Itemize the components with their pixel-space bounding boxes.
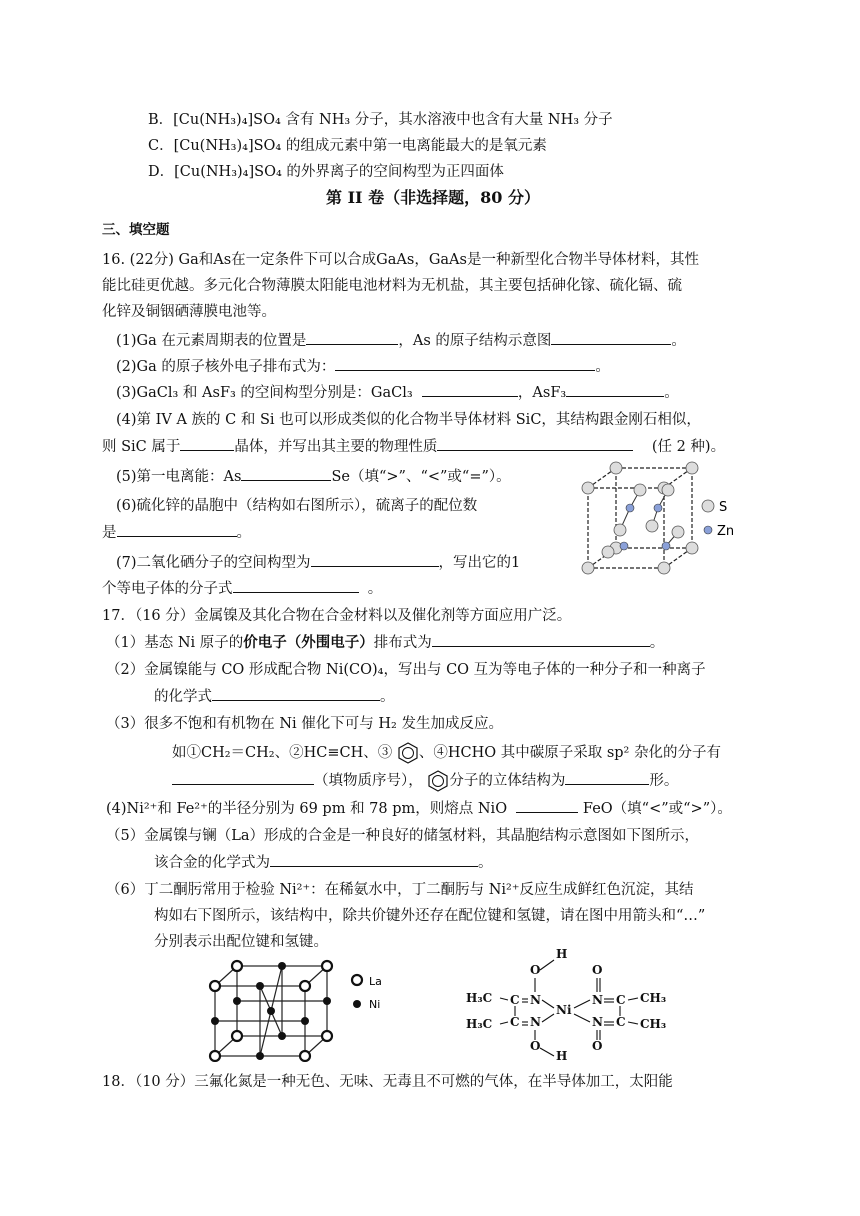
- q16-part6b: [102, 522, 251, 543]
- benzene-icon: [397, 742, 419, 764]
- atom-n: N: [530, 993, 541, 1007]
- q17-p4-blank[interactable]: [516, 798, 578, 813]
- atom-n: N: [530, 1015, 541, 1029]
- q17-p4-text: (4)Ni²⁺和 Fe²⁺的半径分别为 69 pm 和 78 pm，则熔点 NiO: [106, 801, 508, 817]
- q17-p5-text: 该合金的化学式为: [154, 855, 270, 871]
- q16-p1-end: 。: [671, 333, 686, 349]
- methyl-group: H₃C: [466, 1017, 493, 1031]
- q16-p5-text: (5)第一电离能：As: [116, 469, 242, 485]
- q17-part3b: [172, 742, 721, 764]
- q16-part6a: (6)硫化锌的晶胞中（结构如右图所示），硫离子的配位数: [116, 498, 478, 514]
- q16-p4-text: 则 SiC 属于: [102, 439, 181, 455]
- q16-p3-text: (3)GaCl₃ 和 AsF₃ 的空间构型分别是：GaCl₃: [116, 385, 413, 401]
- q17-p2-blank[interactable]: [212, 686, 380, 701]
- q17-p3-text4: 分子的立体结构为: [449, 773, 566, 789]
- q16-part5: [116, 466, 511, 487]
- option-b: B．[Cu(NH₃)₄]SO₄ 含有 NH₃ 分子，其水溶液中也含有大量 NH₃ 分子: [148, 112, 613, 128]
- q17-p5-end: 。: [478, 855, 493, 871]
- q17-p1-text: （1）基态 Ni 原子的: [106, 635, 244, 651]
- q17-p5-blank[interactable]: [270, 852, 478, 867]
- q16-intro-3: 化锌及铜铟硒薄膜电池等。: [102, 304, 276, 320]
- q16-p3-blank2[interactable]: [566, 382, 664, 397]
- q16-p7-text: (7)二氧化硒分子的空间构型为: [116, 555, 311, 571]
- q16-part1: [116, 330, 686, 351]
- q16-p1-text: (1)Ga 在元素周期表的位置是: [116, 333, 307, 349]
- option-d: D．[Cu(NH₃)₄]SO₄ 的外界离子的空间构型为正四面体: [148, 164, 504, 180]
- q17-p2-text: 的化学式: [154, 689, 212, 705]
- q17-part2b: [154, 686, 395, 707]
- q16-part7a: [116, 552, 520, 573]
- q17-p1-blank[interactable]: [432, 632, 650, 647]
- q16-p7-end: 。: [367, 581, 383, 597]
- q16-p6-text: 是: [102, 525, 117, 541]
- q16-p4-blank1[interactable]: [180, 436, 234, 451]
- q17-part2a: （2）金属镍能与 CO 形成配合物 Ni(CO)₄，写出与 CO 互为等电子体的一种分子和一种离子: [106, 662, 706, 678]
- atom-o: O: [530, 1039, 541, 1053]
- section-title: 第 II 卷（非选择题，80 分）: [326, 188, 540, 207]
- atom-c: C: [510, 1015, 520, 1029]
- atom-ni: Ni: [556, 1003, 572, 1017]
- atom-o: O: [592, 1039, 603, 1053]
- atom-o: O: [530, 963, 541, 977]
- q16-p3-blank1[interactable]: [422, 382, 518, 397]
- methyl-group: CH₃: [640, 1017, 667, 1031]
- q17-part6a: （6）丁二酮肟常用于检验 Ni²⁺：在稀氨水中，丁二酮肟与 Ni²⁺反应生成鲜红色沉淀，其结: [106, 882, 694, 898]
- q16-p4-end: (任 2 种)。: [651, 439, 726, 455]
- benzene-icon: [427, 770, 449, 792]
- q16-p3-text2: ，AsF₃: [517, 385, 567, 401]
- q16-intro-2: 能比硅更优越。多元化合物薄膜太阳能电池材料为无机盐，其主要包括砷化镓、硫化镉、硫: [102, 278, 682, 294]
- q16-part3: [116, 382, 679, 403]
- section-heading: 三、填空题: [102, 222, 170, 238]
- q17-p3-blank1[interactable]: [172, 770, 314, 785]
- q16-p4-blank2[interactable]: [437, 436, 633, 451]
- q16-part7b: [102, 578, 382, 599]
- q16-p1-blank1[interactable]: [306, 330, 398, 345]
- q16-p7-text3: 个等电子体的分子式: [102, 581, 233, 597]
- q17-part3c: [172, 770, 678, 792]
- q17-part5b: [154, 852, 493, 873]
- q16-p7-blank1[interactable]: [311, 552, 439, 567]
- q17-part1: [106, 632, 664, 653]
- atom-o: O: [592, 963, 603, 977]
- q17-p1-text2: 排布式为: [373, 635, 432, 651]
- q17-p2-end: 。: [380, 689, 395, 705]
- q17-part6c: 分别表示出配位键和氢键。: [154, 934, 328, 950]
- q17-p3-end: 形。: [649, 773, 679, 789]
- q17-p3-text3: （填物质序号），: [314, 773, 423, 789]
- q17-intro: 17．（16 分）金属镍及其化合物在合金材料以及催化剂等方面应用广泛。: [102, 608, 572, 624]
- q16-part2: [116, 356, 610, 377]
- q18-intro: 18．（10 分）三氟化氮是一种无色、无味、无毒且不可燃的气体，在半导体加工，太阳能: [102, 1074, 673, 1090]
- q16-intro-1: 16. (22分) Ga和As在一定条件下可以合成GaAs，GaAs是一种新型化合物半导体材料，其性: [102, 252, 699, 268]
- q17-p1-bold: 价电子（外围电子）: [243, 634, 374, 651]
- atom-h-bottom: H: [556, 1049, 568, 1063]
- q16-p2-end: 。: [595, 359, 610, 375]
- legend-zn-label: Zn: [717, 524, 735, 539]
- q16-p4-text2: 晶体，并写出其主要的物理性质: [234, 439, 438, 455]
- q17-part5a: （5）金属镍与镧（La）形成的合金是一种良好的储氢材料，其晶胞结构示意图如下图所示，: [106, 828, 699, 844]
- methyl-group: CH₃: [640, 991, 667, 1005]
- q16-p7-blank2[interactable]: [233, 578, 359, 593]
- q17-p4-end: FeO（填“<”或“>”）。: [582, 801, 732, 817]
- zns-crystal-figure: [580, 460, 760, 580]
- q16-part4a: (4)第 IV A 族的 C 和 Si 也可以形成类似的化合物半导体材料 SiC，其结构跟金刚石相似，: [116, 412, 701, 428]
- q16-p6-blank[interactable]: [117, 522, 237, 537]
- q16-p1-text2: ，As 的原子结构示意图: [398, 333, 552, 349]
- atom-c: C: [510, 993, 520, 1007]
- ni-dimethylglyoxime-structure: [462, 944, 702, 1064]
- q16-p2-text: (2)Ga 的原子核外电子排布式为：: [116, 359, 336, 375]
- q16-p5-blank[interactable]: [241, 466, 331, 481]
- legend-la-label: La: [369, 975, 382, 988]
- legend-s-label: S: [719, 500, 728, 515]
- option-c: C．[Cu(NH₃)₄]SO₄ 的组成元素中第一电离能最大的是氧元素: [148, 138, 547, 154]
- q17-part4: [106, 798, 732, 819]
- atom-n: N: [592, 1015, 603, 1029]
- la-ni-lattice-figure: [205, 958, 405, 1062]
- atom-c: C: [616, 993, 626, 1007]
- q17-part3a: （3）很多不饱和有机物在 Ni 催化下可与 H₂ 发生加成反应。: [106, 716, 503, 732]
- q17-p3-blank2[interactable]: [565, 770, 649, 785]
- q16-part4b: [102, 436, 725, 457]
- atom-c: C: [616, 1015, 626, 1029]
- q16-p2-blank[interactable]: [335, 356, 595, 371]
- atom-n: N: [592, 993, 603, 1007]
- methyl-group: H₃C: [466, 991, 493, 1005]
- q16-p1-blank2[interactable]: [551, 330, 671, 345]
- q17-p3-text2: 、④HCHO 其中碳原子采取 sp² 杂化的分子有: [418, 745, 721, 761]
- q16-p5-end: Se（填“>”、“<”或“=”）。: [331, 469, 511, 485]
- q16-p7-text2: ，写出它的1: [438, 555, 521, 571]
- q17-part6b: 构如右下图所示，该结构中，除共价键外还存在配位键和氢键，请在图中用箭头和“…”: [154, 908, 706, 924]
- legend-ni-label: Ni: [369, 998, 381, 1011]
- q17-p3-text: 如①CH₂＝CH₂、②HC≡CH、③: [172, 745, 393, 761]
- atom-h-top: H: [556, 947, 568, 961]
- q16-p3-end: 。: [664, 385, 679, 401]
- q16-p6-end: 。: [236, 525, 251, 541]
- q17-p1-end: 。: [649, 635, 665, 651]
